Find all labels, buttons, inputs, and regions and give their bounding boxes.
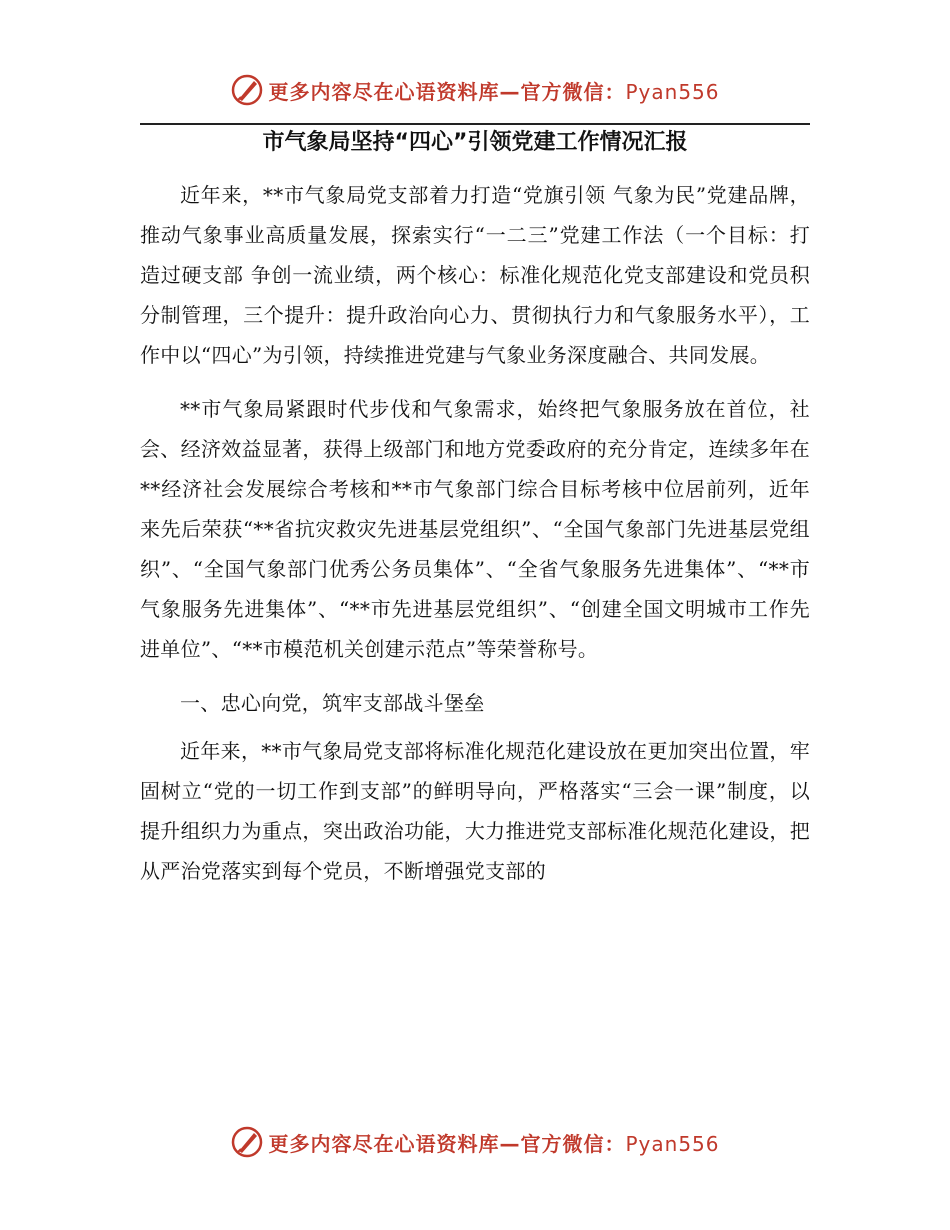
footer-banner-text: 更多内容尽在心语资料库—官方微信：Pyan556	[268, 1131, 720, 1156]
paragraph-intro: 近年来，**市气象局党支部着力打造“党旗引领 气象为民”党建品牌，推动气象事业高质量发展，探索实行“一二三”党建工作法（一个目标：打造过硬支部 争创一流业绩，两个核心：标准化规范化党支部建设和党员积分制管理，三个提升：提升政治向心力、贯彻执行力和气象服务水平），工作中以“四心”为引领，持续推进党建与气象业务深度融合、共同发展。	[140, 183, 810, 367]
header-banner-account: Pyan556	[625, 79, 720, 104]
header-banner-text: 更多内容尽在心语资料库—官方微信：Pyan556	[268, 79, 720, 104]
header-banner	[0, 70, 950, 110]
feather-pen-logo-icon	[230, 73, 264, 107]
document-body	[140, 175, 810, 905]
feather-pen-logo-icon	[230, 1125, 264, 1159]
document-title: 市气象局坚持“四心”引领党建工作情况汇报	[262, 130, 688, 155]
footer-banner-account: Pyan556	[625, 1131, 720, 1156]
section-heading-1: 一、忠心向党，筑牢支部战斗堡垒	[180, 691, 485, 715]
paragraph-achievements: **市气象局紧跟时代步伐和气象需求，始终把气象服务放在首位，社会、经济效益显著，获得上级部门和地方党委政府的充分肯定，连续多年在**经济社会发展综合考核和**市气象部门综合目标考核中位居前列，近年来先后荣获“**省抗灾救灾先进基层党组织”、“全国气象部门先进基层党组织”、“全国气象部门优秀公务员集体”、“全省气象服务先进集体”、“**市气象服务先进集体”、“**市先进基层党组织”、“创建全国文明城市工作先进单位”、“**市模范机关创建示范点”等荣誉称号。	[140, 397, 810, 661]
footer-banner	[0, 1122, 950, 1162]
paragraph-section-1: 近年来，**市气象局党支部将标准化规范化建设放在更加突出位置，牢固树立“党的一切工作到支部”的鲜明导向，严格落实“三会一课”制度，以提升组织力为重点，突出政治功能，大力推进党支部标准化规范化建设，把从严治党落实到每个党员，不断增强党支部的	[140, 739, 810, 883]
